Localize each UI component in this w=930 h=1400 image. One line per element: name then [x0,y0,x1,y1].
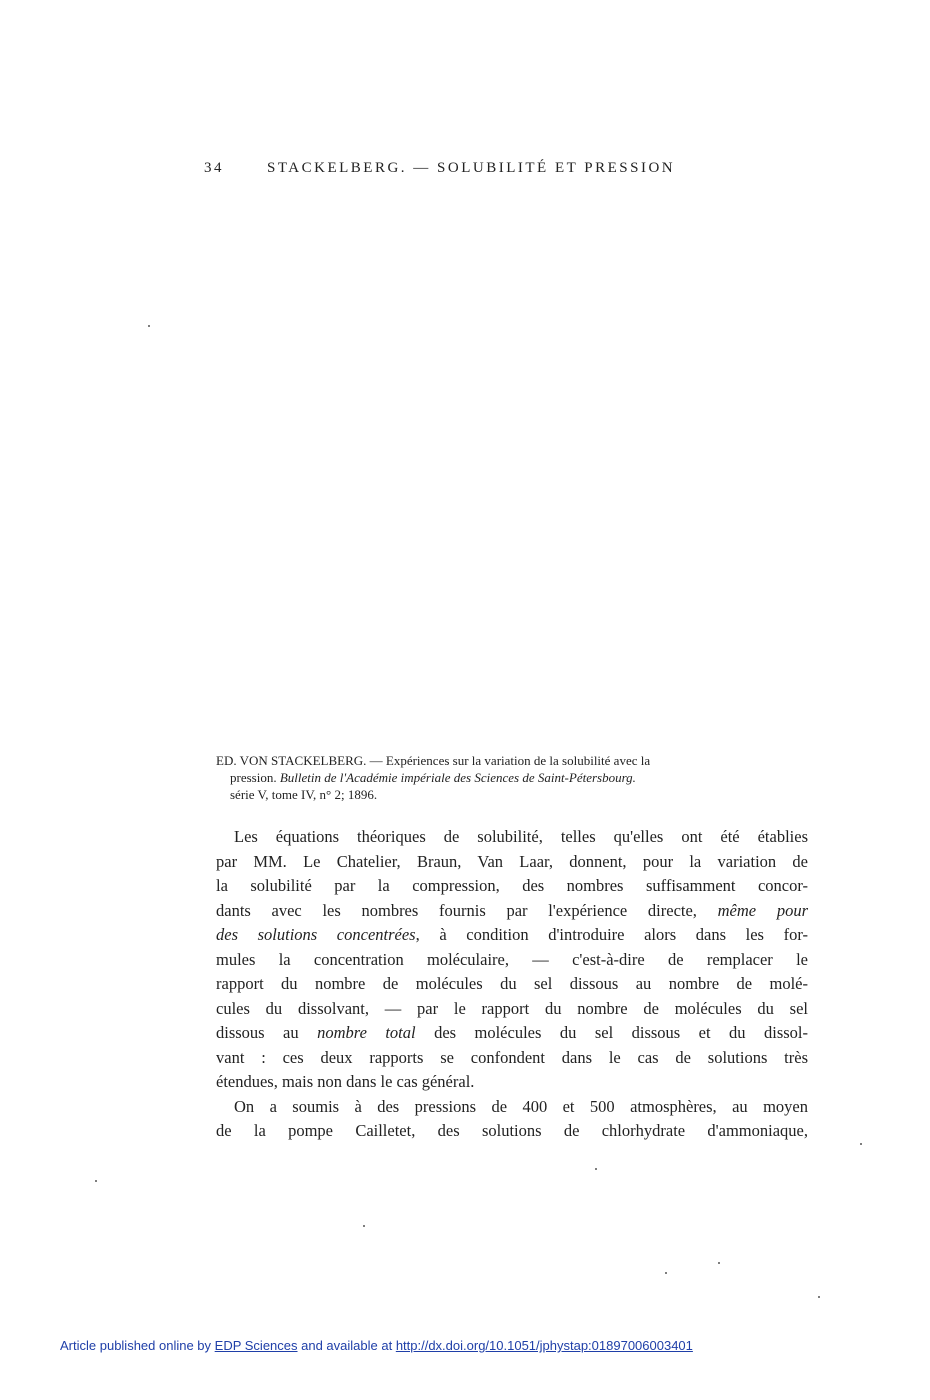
body-line: de la pompe Cailletet, des solutions de chlorhydrate d'ammoniaque, [216,1121,808,1140]
running-head [204,160,734,182]
article-body [216,825,808,1144]
emphasis-text: des solutions concentrées [216,925,416,944]
footer-prefix: Article published online by [60,1338,215,1353]
body-line: la solubilité par la compression, des nombres suffisamment concor- [216,876,808,895]
body-line [216,899,808,924]
body-text-run: dissous au [216,1023,318,1042]
scan-speck [860,1143,862,1145]
body-text-run: dants avec les nombres fournis par l'expérience directe, [216,900,718,920]
publisher-link[interactable]: EDP Sciences [214,1338,298,1353]
body-line: rapport du nombre de molécules du sel dissous au nombre de molé- [216,974,808,993]
scan-speck [148,325,150,327]
citation-line-2 [216,769,806,786]
bibliographic-citation [216,752,806,803]
scan-speck [665,1272,667,1274]
citation-line-3: série V, tome IV, n° 2; 1896. [230,787,378,802]
running-title: STACKELBERG. — SOLUBILITÉ ET PRESSION [267,160,676,176]
citation-line-2-text: pression. [230,770,280,785]
body-line: On a soumis à des pressions de 400 et 500 atmosphères, au moyen [234,1096,808,1116]
body-text-run: , à condition d'introduire alors dans les for- [415,925,808,944]
scan-speck [718,1262,720,1264]
body-line [216,923,808,948]
body-text-run: des molécules du sel dissous et du dissol- [415,1023,808,1042]
scan-speck [363,1225,365,1227]
emphasis-text: même pour [717,900,808,920]
citation-line-1: ED. VON STACKELBERG. — Expériences sur la variation de la solubilité avec la [216,753,651,768]
journal-title: Bulletin de l'Académie impériale des Sciences de Saint-Pétersbourg. [279,770,636,785]
body-line: étendues, mais non dans le cas général. [216,1072,475,1091]
body-line: Les équations théoriques de solubilité, telles qu'elles ont été établies [234,827,808,846]
footer-middle: and available at [297,1338,396,1353]
body-line [216,1021,808,1046]
page-number: 34 [204,160,224,176]
doi-link[interactable]: http://dx.doi.org/10.1051/jphystap:01897006003401 [395,1338,693,1353]
scan-speck [818,1296,820,1298]
publication-footer [60,1338,860,1353]
body-line: par MM. Le Chatelier, Braun, Van Laar, donnent, pour la variation de [216,851,808,871]
scan-speck [595,1168,597,1170]
body-line: mules la concentration moléculaire, — c'est-à-dire de remplacer le [216,949,808,969]
body-line: cules du dissolvant, — par le rapport du nombre de molécules du sel [216,998,808,1018]
emphasis-text: nombre total [317,1023,416,1042]
body-line: vant : ces deux rapports se confondent dans le cas de solutions très [216,1047,808,1067]
scan-speck [95,1180,97,1182]
